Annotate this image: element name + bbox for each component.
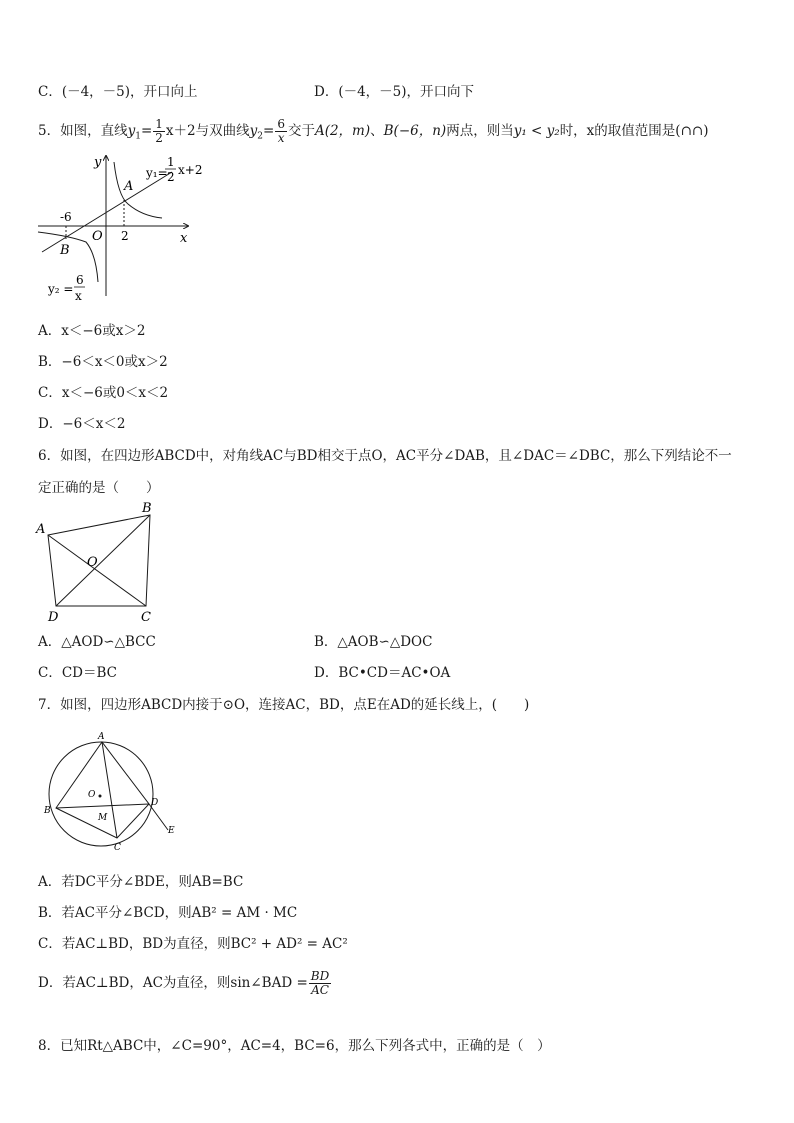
- q5-line-label-den: 2: [167, 170, 175, 184]
- q7-option-d: [38, 970, 332, 997]
- q5-line-label-rest: x+2: [178, 163, 203, 177]
- q5-hyp-fraction: [275, 118, 287, 145]
- q5-line-fraction: [153, 118, 165, 145]
- q7-label-c: C: [114, 843, 121, 853]
- q5-line-rest: x＋2与双曲线: [165, 123, 250, 139]
- q5-option-a: A．x＜−6或x＞2: [38, 323, 146, 339]
- q5-tick-2: 2: [121, 229, 129, 243]
- q7-option-a: A．若DC平分∠BDE，则AB=BC: [38, 874, 244, 890]
- q7-label-b: B: [44, 806, 51, 816]
- q5-hyp-eq: =: [263, 123, 275, 139]
- q5-point-b-label: B: [60, 243, 70, 258]
- q5-hyp-sub: 2: [257, 131, 263, 142]
- q5-line-sub: 1: [135, 131, 141, 142]
- q7-label-e: E: [168, 826, 175, 836]
- q5-frac-num: 1: [155, 117, 163, 131]
- q8-stem: 8．已知Rt△ABC中，∠C=90°，AC=4，BC=6，那么下列各式中，正确的是（ ）: [38, 1038, 551, 1054]
- q6-diagonal-bd: [56, 515, 150, 606]
- q7-segment-ac: [102, 742, 117, 838]
- q6-stem-line2: 定正确的是（ ）: [38, 480, 160, 496]
- q7-label-d: D: [151, 798, 159, 808]
- q6-option-c: C．CD＝BC: [38, 665, 117, 681]
- q6-diagonal-ac: [48, 535, 146, 606]
- q6-quadrilateral-figure: [30, 500, 170, 630]
- q5-hyp-den: x: [277, 131, 285, 145]
- q5-stem-meet: 交于: [287, 123, 315, 139]
- q5-sep: 、: [370, 123, 384, 139]
- q5-frac-den: 2: [155, 131, 163, 145]
- q5-hyp-num: 6: [277, 117, 285, 131]
- q6-label-o: O: [87, 555, 98, 570]
- q5-stem: [38, 118, 708, 146]
- q5-stem-intro: 5．如图，直线: [38, 123, 128, 139]
- q5-graph-figure: [30, 150, 210, 310]
- q6-option-d: D．BC•CD＝AC•OA: [314, 665, 451, 681]
- q5-tick-neg6: -6: [60, 210, 72, 224]
- q5-hyp-label-den: x: [75, 289, 82, 303]
- q7-option-d-fraction: [309, 970, 331, 997]
- q5-hyp-label-num: 6: [76, 273, 84, 287]
- q6-label-a: A: [36, 522, 46, 537]
- q7-option-c: C．若AC⊥BD，BD为直径，则BC² + AD² = AC²: [38, 936, 348, 952]
- q5-stem-when: 两点，则当: [446, 123, 514, 139]
- q7-label-a: A: [98, 732, 105, 742]
- q5-origin-label: O: [92, 229, 103, 244]
- q5-line-name: y: [127, 123, 136, 139]
- q5-point-a: A(2，m): [314, 123, 371, 139]
- q7-circle-figure: [38, 730, 188, 855]
- q5-option-b: B．−6＜x＜0或x＞2: [38, 354, 168, 370]
- q6-label-d: D: [48, 610, 59, 625]
- q7-label-o: O: [88, 790, 96, 800]
- q5-line-label: y₁=: [146, 166, 168, 180]
- q7-center-dot: [99, 795, 102, 798]
- q7-frac-den: AC: [311, 983, 329, 997]
- q7-frac-num: BD: [310, 969, 330, 983]
- q6-stem-line1: 6．如图，在四边形ABCD中，对角线AC与BD相交于点O，AC平分∠DAB，且∠DAC＝∠DBC，那么下列结论不一: [38, 448, 732, 464]
- q7-stem: 7．如图，四边形ABCD内接于⊙O，连接AC，BD，点E在AD的延长线上，( ): [38, 697, 530, 713]
- q4-option-d: D．(－4，－5)，开口向下: [314, 84, 475, 100]
- q7-option-b: B．若AC平分∠BCD，则AB² = AM · MC: [38, 905, 298, 921]
- q5-hyp-label: y₂ =: [48, 282, 74, 296]
- q6-quad-outline: [48, 515, 150, 606]
- q5-y-axis-label: y: [94, 155, 102, 170]
- q5-condition: y₁ < y₂: [513, 123, 560, 139]
- q5-option-c: C．x＜−6或0＜x＜2: [38, 385, 169, 401]
- q7-label-m: M: [98, 813, 108, 823]
- q6-label-b: B: [142, 501, 152, 516]
- q7-segment-bd: [56, 804, 149, 808]
- q5-option-d: D．−6＜x＜2: [38, 416, 126, 432]
- q5-line-label-num: 1: [167, 155, 175, 169]
- q5-point-a-label: A: [124, 179, 134, 194]
- q7-quad-abcd: [56, 742, 149, 838]
- q4-option-c: C．(－4，－5)，开口向上: [38, 84, 198, 100]
- q6-option-b: B．△AOB∽△DOC: [314, 634, 433, 650]
- q5-x-axis-label: x: [180, 231, 188, 246]
- q6-label-c: C: [141, 610, 151, 625]
- q7-option-d-text: D．若AC⊥BD，AC为直径，则sin∠BAD =: [38, 975, 308, 991]
- q5-point-b: B(−6，n): [383, 123, 447, 139]
- q6-option-a: A．△AOD∽△BCC: [38, 634, 156, 650]
- q5-stem-range: 时，x的取值范围是(∩∩): [559, 123, 709, 139]
- q5-hyp-name: y: [249, 123, 258, 139]
- q5-line-eq: =: [140, 123, 153, 139]
